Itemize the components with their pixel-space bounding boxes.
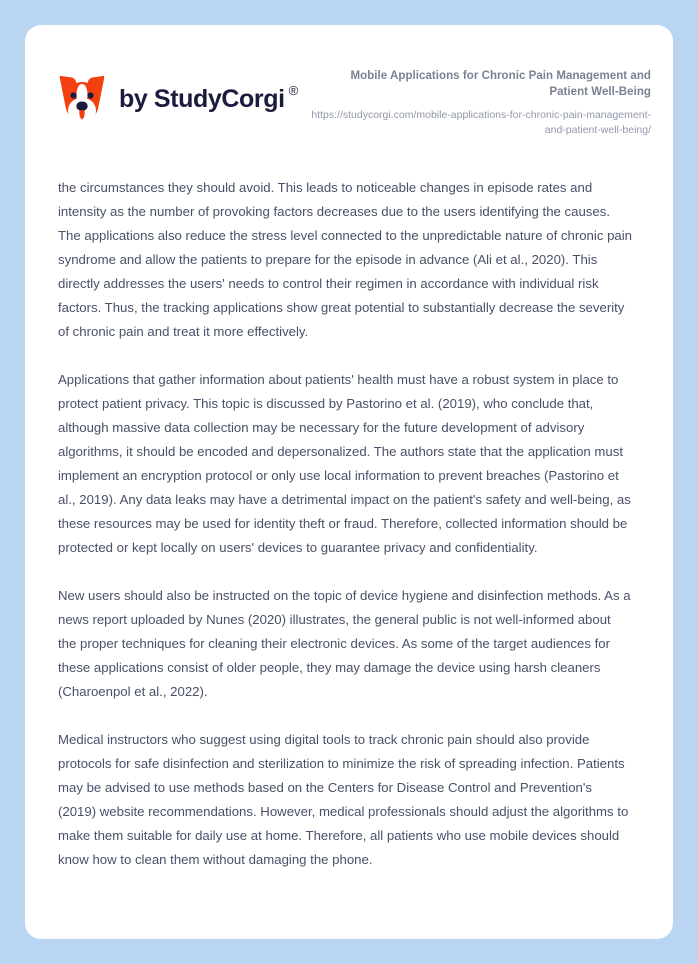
source-url[interactable]: https://studycorgi.com/mobile-applications-for-chronic-pain-management-and-patient-well-being/ — [311, 109, 651, 136]
body-paragraph: the circumstances they should avoid. This leads to noticeable changes in episode rates and intensity as the number of provoking factors decreases due to the users identifying the causes. The applications also reduce the stress level connected to the unpredictable nature of chronic pain syndrome and allow the patients to prepare for the episode in advance (Ali et al., 2020). This directly addresses the users' needs to control their regimen in accordance with individual risk factors. Thus, the tracking applications show great potential to substantially decrease the severity of chronic pain and treat it more effectively. — [58, 180, 633, 340]
page-title: Mobile Applications for Chronic Pain Management and Patient Well-Being — [350, 70, 651, 98]
brand-wordmark — [119, 82, 298, 113]
registered-trademark-icon: ® — [288, 82, 298, 98]
brand-lockup[interactable] — [58, 65, 298, 125]
document-header — [25, 25, 673, 137]
brand-name-text: by StudyCorgi — [119, 84, 285, 113]
body-paragraph: Medical instructors who suggest using digital tools to track chronic pain should also provide protocols for safe disinfection and sterilization to minimize the risk of spreading infection. Patients may be advised to use methods based on the Centers for Disease Control and Prevention's (2019) website recommendations. However, medical professionals should adjust the algorithms to make them suitable for daily use at home. Therefore, all patients who use mobile devices should know how to clean them without damaging the phone. — [58, 732, 629, 868]
document-body — [25, 137, 673, 872]
document-meta — [311, 65, 651, 137]
body-paragraph: New users should also be instructed on the topic of device hygiene and disinfection methods. As a news report uploaded by Nunes (2020) illustrates, the general public is not well-informed about the proper techniques for cleaning their electronic devices. As some of the target audiences for these applications consist of older people, they may damage the device using harsh cleaners (Charoenpol et al., 2022). — [58, 588, 631, 700]
corgi-face-icon — [58, 73, 106, 125]
document-page-card — [25, 25, 673, 939]
body-paragraph: Applications that gather information about patients' health must have a robust system in place to protect patient privacy. This topic is discussed by Pastorino et al. (2019), who conclude that, although massive data collection may be necessary for the future development of advisory algorithms, it should be encoded and depersonalized. The authors state that the application must implement an encryption protocol or only use local information to prevent breaches (Pastorino et al., 2019). Any data leaks may have a detrimental impact on the patient's safety and well-being, as these resources may be used for identity theft or fraud. Therefore, collected information should be protected or kept locally on users' devices to guarantee privacy and confidentiality. — [58, 372, 631, 556]
